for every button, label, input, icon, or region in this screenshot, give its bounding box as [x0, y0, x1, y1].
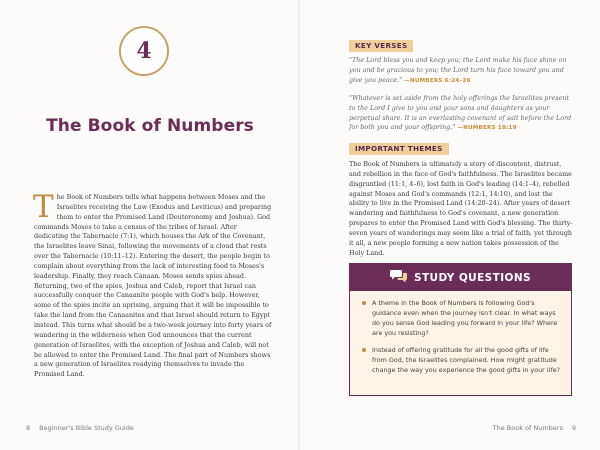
study-question-1: A theme in the Book of Numbers is following God's guidance even when the journey isn't clear. In what ways do you sense God leading you forward in your life? Where are you resisting?	[372, 299, 558, 337]
study-questions-header	[350, 264, 571, 291]
important-themes-label: IMPORTANT THEMES	[349, 143, 449, 155]
right-folio	[493, 424, 576, 432]
themes-paragraph: The Book of Numbers is ultimately a story of discontent, distrust, and rebellion in the face of God's faithfulness. The Israelites became disgruntled (11:1, 4–6), lost faith in God's leading (14:1–4), rebelled against Moses and God's commands (12:1, 14:10), and lost the ability to live in the Promised Land (14:20–24). After years of desert wandering and faithfulness to God's covenant, a new generation prepares to enter the Promised Land with God's blessing. The thirty-seven years of wanderings may seem like a trial of faith, yet through it all, a new people forming a new nation takes possession of the Holy Land.	[349, 160, 573, 257]
study-questions-box	[349, 263, 572, 396]
chapter-title: The Book of Numbers	[46, 116, 254, 136]
study-questions-title: STUDY QUESTIONS	[414, 271, 531, 284]
bullet-icon	[362, 348, 366, 352]
bullet-icon	[362, 301, 366, 305]
key-verse-1-text: "The Lord bless you and keep you; the Lord make his face shine on you and be gracious to you; the Lord turn his face toward you and give you peace."	[349, 56, 567, 84]
right-running-head: The Book of Numbers	[492, 424, 563, 432]
study-questions-list	[350, 291, 571, 376]
left-running-head: Beginner's Bible Study Guide	[39, 424, 134, 432]
study-question-item	[362, 346, 561, 376]
left-folio	[26, 424, 134, 432]
right-page-number: 9	[571, 424, 576, 432]
key-verse-2-reference: —NUMBERS 18:19	[457, 125, 517, 132]
chapter-number: 4	[136, 38, 152, 64]
key-verse-2	[349, 94, 572, 134]
key-verses-label: KEY VERSES	[349, 40, 413, 52]
intro-text: he Book of Numbers tells what happens between Moses and the Israelites receiving the Law (Exodus and Leviticus) and preparing them to enter the Promised Land (Deuteronomy and Joshua). God commands Moses to take a census of the tribes of Israel. After dedicating the Tabernacle (7:1), which houses the Ark of the Covenant, the Israelites leave Sinai, following the movements of a cloud that rests over the Tabernacle (10:11–12). Entering the desert, the people begin to complain about everything from the lack of interesting food to Moses's leadership. Finally, they reach Canaan. Moses sends spies ahead. Returning, two of the spies, Joshua and Caleb, report that Israel can successfully conquer the Canaanite people with God's help. However, some of the spies incite an uprising, arguing that it will be impossible to take the land from the Canaanites and that Israel should return to Egypt instead. This turns what should be a two-week journey into forty years of wandering in the wilderness when God announces that the current generation of Israelites, with the exception of Joshua and Caleb, will not be allowed to enter the Promised Land. The final part of Numbers shows a new generation of Israelites readying themselves to invade the Promised Land.	[34, 193, 272, 379]
key-verse-1-reference: —NUMBERS 6:24–26	[404, 77, 471, 84]
key-verse-2-text: "Whatever is set aside from the holy offerings the Israelites present to the Lord I give to you and your sons and daughters as your perpetual share. It is an everlasting covenant of salt before the Lord for both you and your offspring."	[349, 94, 572, 132]
drop-cap: T	[33, 189, 54, 225]
speech-bubbles-icon	[390, 268, 408, 287]
study-question-2: Instead of offering gratitude for all the good gifts of life from God, the Israelites complained. How might gratitude change the way you experience the good gifts in your life?	[372, 346, 560, 375]
study-question-item	[362, 299, 561, 338]
left-page-number: 8	[26, 424, 31, 432]
key-verse-1	[349, 56, 572, 86]
intro-paragraph	[33, 189, 272, 380]
chapter-number-badge	[119, 26, 169, 76]
